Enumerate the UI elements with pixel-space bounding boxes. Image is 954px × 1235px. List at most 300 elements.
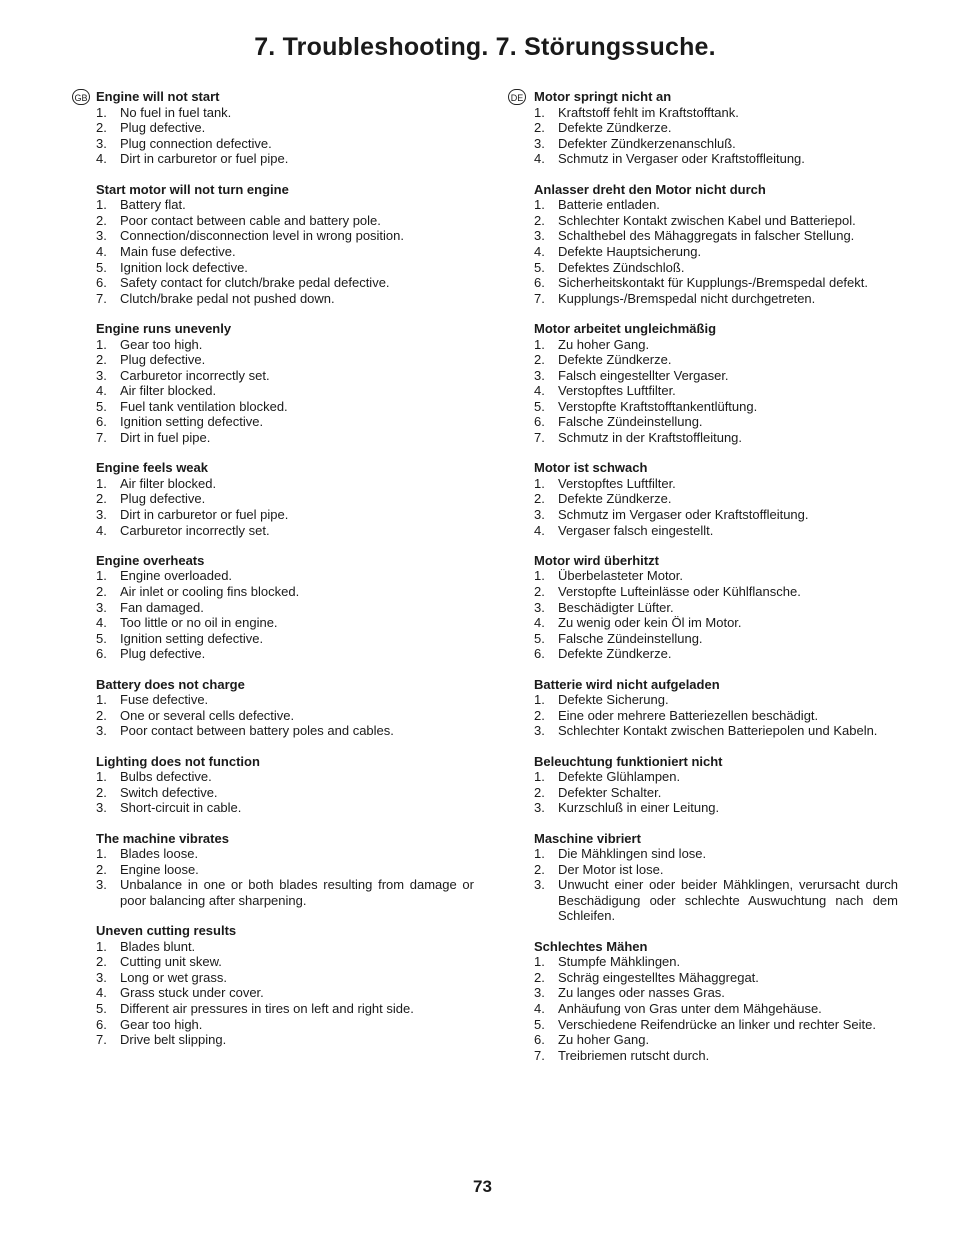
troubleshooting-section <box>96 553 474 662</box>
list-item <box>534 120 898 136</box>
cause-list <box>96 337 474 446</box>
list-item <box>534 275 898 291</box>
item-text: Schmutz in der Kraftstoffleitung. <box>558 430 743 446</box>
item-text: Unwucht einer oder beider Mähklingen, verursacht durch Beschädigung oder schlechte Auswuchtung nach dem Schleifen. <box>558 877 898 924</box>
item-text: Gear too high. <box>120 336 203 352</box>
cause-list <box>534 568 898 662</box>
list-item <box>96 105 474 121</box>
list-item <box>96 600 474 616</box>
list-item <box>96 523 474 539</box>
troubleshooting-section <box>534 553 898 662</box>
item-text: Verstopftes Luftfilter. <box>558 383 676 399</box>
item-number: 1. <box>534 846 545 862</box>
list-item <box>534 723 898 739</box>
item-number: 3. <box>534 507 545 523</box>
item-text: Poor contact between cable and battery pole. <box>120 212 381 228</box>
list-item <box>534 708 898 724</box>
item-text: Defekte Zündkerze. <box>558 120 672 136</box>
item-number: 1. <box>534 475 545 491</box>
item-text: Zu langes oder nasses Gras. <box>558 985 725 1001</box>
cause-list <box>534 769 898 816</box>
list-item <box>96 584 474 600</box>
list-item <box>534 244 898 260</box>
item-number: 2. <box>534 861 545 877</box>
list-item <box>534 769 898 785</box>
troubleshooting-section <box>534 939 898 1064</box>
item-text: Defekte Zündkerze. <box>558 352 672 368</box>
item-number: 2. <box>96 120 107 136</box>
list-item <box>534 1048 898 1064</box>
item-text: Defekte Zündkerze. <box>558 646 672 662</box>
item-number: 4. <box>96 615 107 631</box>
item-number: 4. <box>96 985 107 1001</box>
cause-list <box>534 197 898 306</box>
list-item <box>96 800 474 816</box>
item-number: 2. <box>96 352 107 368</box>
item-text: No fuel in fuel tank. <box>120 104 232 120</box>
item-number: 5. <box>534 1016 545 1032</box>
item-number: 2. <box>96 784 107 800</box>
troubleshooting-section <box>534 460 898 538</box>
item-number: 3. <box>534 877 545 893</box>
list-item <box>96 197 474 213</box>
list-item <box>96 120 474 136</box>
item-number: 4. <box>534 1001 545 1017</box>
item-text: Kraftstoff fehlt im Kraftstofftank. <box>558 104 739 120</box>
list-item <box>96 368 474 384</box>
list-item <box>534 291 898 307</box>
cause-list <box>96 692 474 739</box>
item-text: Different air pressures in tires on left and right side. <box>120 1001 414 1017</box>
item-text: Schmutz in Vergaser oder Kraftstoffleitung. <box>558 151 805 167</box>
list-item <box>534 430 898 446</box>
item-text: Schmutz im Vergaser oder Kraftstoffleitung. <box>558 507 809 523</box>
item-text: Plug defective. <box>120 352 206 368</box>
list-item <box>96 1017 474 1033</box>
item-text: Sicherheitskontakt für Kupplungs-/Bremspedal defekt. <box>558 275 869 291</box>
item-text: One or several cells defective. <box>120 707 295 723</box>
list-item <box>96 769 474 785</box>
item-number: 5. <box>96 259 107 275</box>
list-item <box>534 213 898 229</box>
item-number: 7. <box>534 290 545 306</box>
item-text: Verstopfte Kraftstofftankentlüftung. <box>558 398 758 414</box>
list-item <box>534 136 898 152</box>
list-item <box>96 846 474 862</box>
list-item <box>534 568 898 584</box>
section-title: Motor wird überhitzt <box>534 552 659 568</box>
item-text: Battery flat. <box>120 197 186 213</box>
list-item <box>96 352 474 368</box>
item-number: 2. <box>96 861 107 877</box>
list-item <box>534 151 898 167</box>
item-number: 1. <box>96 938 107 954</box>
item-number: 3. <box>534 599 545 615</box>
cause-list <box>96 105 474 167</box>
item-number: 3. <box>96 367 107 383</box>
item-number: 5. <box>534 630 545 646</box>
item-number: 1. <box>534 954 545 970</box>
list-item <box>96 228 474 244</box>
item-text: Anhäufung von Gras unter dem Mähgehäuse. <box>558 1001 822 1017</box>
item-text: Cutting unit skew. <box>120 954 222 970</box>
item-number: 2. <box>534 969 545 985</box>
item-text: Air inlet or cooling fins blocked. <box>120 584 300 599</box>
cause-list <box>534 105 898 167</box>
item-text: Plug defective. <box>120 120 206 136</box>
item-text: Vergaser falsch eingestellt. <box>558 522 714 538</box>
section-title: Beleuchtung funktioniert nicht <box>534 753 723 769</box>
list-item <box>534 383 898 399</box>
list-item <box>96 692 474 708</box>
item-text: Stumpfe Mähklingen. <box>558 954 681 970</box>
item-text: Too little or no oil in engine. <box>120 615 278 631</box>
list-item <box>534 228 898 244</box>
list-item <box>534 476 898 492</box>
list-item <box>534 368 898 384</box>
section-title: Motor ist schwach <box>534 460 648 476</box>
list-item <box>96 507 474 523</box>
item-text: Kurzschluß in einer Leitung. <box>558 800 720 816</box>
list-item <box>534 985 898 1001</box>
troubleshooting-section <box>534 89 898 167</box>
item-number: 2. <box>534 491 545 507</box>
section-title: Uneven cutting results <box>96 923 237 939</box>
list-item <box>96 985 474 1001</box>
troubleshooting-section <box>534 754 898 816</box>
list-item <box>96 476 474 492</box>
item-number: 6. <box>534 646 545 662</box>
list-item <box>96 615 474 631</box>
item-text: Ignition setting defective. <box>120 630 264 646</box>
item-number: 2. <box>534 584 545 599</box>
item-number: 7. <box>534 430 545 446</box>
item-text: Dirt in carburetor or fuel pipe. <box>120 151 289 167</box>
list-item <box>96 151 474 167</box>
item-text: Clutch/brake pedal not pushed down. <box>120 290 335 306</box>
list-item <box>96 136 474 152</box>
list-item <box>96 491 474 507</box>
list-item <box>534 954 898 970</box>
item-number: 7. <box>96 290 107 306</box>
item-number: 1. <box>534 692 545 708</box>
list-item <box>534 197 898 213</box>
item-number: 5. <box>96 630 107 646</box>
item-text: Beschädigter Lüfter. <box>558 599 674 615</box>
item-number: 5. <box>534 259 545 275</box>
list-item <box>96 337 474 353</box>
item-text: Überbelasteter Motor. <box>558 568 684 584</box>
item-text: Bulbs defective. <box>120 769 212 785</box>
list-item <box>534 352 898 368</box>
list-item <box>96 939 474 955</box>
item-text: Plug defective. <box>120 491 206 507</box>
list-item <box>534 600 898 616</box>
item-text: Gear too high. <box>120 1016 203 1032</box>
item-text: Main fuse defective. <box>120 243 236 259</box>
item-number: 4. <box>534 243 545 259</box>
item-number: 1. <box>96 692 107 708</box>
troubleshooting-section <box>534 182 898 307</box>
list-item <box>96 383 474 399</box>
item-number: 4. <box>96 383 107 399</box>
item-number: 1. <box>96 336 107 352</box>
item-text: Poor contact between battery poles and cables. <box>120 723 394 739</box>
item-number: 3. <box>534 228 545 244</box>
item-text: Defekte Sicherung. <box>558 692 669 708</box>
cause-list <box>534 846 898 924</box>
list-item <box>534 105 898 121</box>
item-number: 1. <box>534 197 545 213</box>
item-text: Plug defective. <box>120 646 206 662</box>
list-item <box>96 631 474 647</box>
list-item <box>534 260 898 276</box>
troubleshooting-section <box>534 831 898 925</box>
item-text: Verstopftes Luftfilter. <box>558 475 676 491</box>
section-title: Start motor will not turn engine <box>96 181 289 197</box>
item-number: 3. <box>96 228 107 244</box>
troubleshooting-section <box>534 677 898 739</box>
item-number: 3. <box>534 723 545 739</box>
item-text: Engine loose. <box>120 861 199 877</box>
list-item <box>534 491 898 507</box>
item-number: 2. <box>534 120 545 136</box>
column-gb <box>96 89 474 1062</box>
list-item <box>96 862 474 878</box>
list-item <box>96 275 474 291</box>
page-title: 7. Troubleshooting. 7. Störungssuche. <box>254 33 716 61</box>
item-text: Falsch eingestellter Vergaser. <box>558 367 729 383</box>
list-item <box>534 862 898 878</box>
list-item <box>534 507 898 523</box>
item-number: 1. <box>96 475 107 491</box>
item-number: 6. <box>534 1032 545 1048</box>
item-number: 1. <box>534 568 545 584</box>
item-text: Verstopfte Lufteinlässe oder Kühlflansche. <box>558 584 801 599</box>
item-number: 2. <box>534 784 545 800</box>
item-text: Schlechter Kontakt zwischen Kabel und Batteriepol. <box>558 212 856 228</box>
section-title: Schlechtes Mähen <box>534 938 648 954</box>
troubleshooting-section <box>96 182 474 307</box>
list-item <box>96 970 474 986</box>
item-text: Plug connection defective. <box>120 135 272 151</box>
section-title: The machine vibrates <box>96 830 229 846</box>
section-title: Lighting does not function <box>96 753 260 769</box>
cause-list <box>96 939 474 1048</box>
list-item <box>96 399 474 415</box>
item-text: Ignition setting defective. <box>120 414 264 430</box>
troubleshooting-section <box>96 321 474 446</box>
list-item <box>534 785 898 801</box>
item-text: Connection/disconnection level in wrong position. <box>120 228 405 244</box>
list-item <box>96 1032 474 1048</box>
item-number: 2. <box>96 584 107 599</box>
item-text: Carburetor incorrectly set. <box>120 367 270 383</box>
list-item <box>534 1017 898 1033</box>
item-number: 2. <box>96 954 107 970</box>
item-number: 4. <box>534 615 545 631</box>
column-de <box>534 89 898 1078</box>
list-item <box>96 430 474 446</box>
item-text: Safety contact for clutch/brake pedal defective. <box>120 275 390 291</box>
item-text: Long or wet grass. <box>120 969 227 985</box>
item-number: 3. <box>96 135 107 151</box>
item-number: 7. <box>96 1032 107 1048</box>
item-text: Unbalance in one or both blades resulting from damage or poor balancing after sharpening. <box>120 877 474 908</box>
list-item <box>96 260 474 276</box>
section-title: Engine overheats <box>96 552 205 568</box>
item-text: Kupplungs-/Bremspedal nicht durchgetreten. <box>558 290 816 306</box>
item-text: Short-circuit in cable. <box>120 800 242 816</box>
list-item <box>534 414 898 430</box>
item-number: 4. <box>534 151 545 167</box>
item-number: 3. <box>534 985 545 1001</box>
language-badge-de: DE <box>508 89 526 105</box>
list-item <box>96 954 474 970</box>
item-number: 5. <box>96 1001 107 1017</box>
item-text: Schlechter Kontakt zwischen Batteriepolen und Kabeln. <box>558 723 878 739</box>
section-title: Anlasser dreht den Motor nicht durch <box>534 181 766 197</box>
troubleshooting-section <box>534 321 898 446</box>
section-title: Batterie wird nicht aufgeladen <box>534 676 720 692</box>
list-item <box>96 646 474 662</box>
cause-list <box>534 692 898 739</box>
item-text: Fuel tank ventilation blocked. <box>120 398 288 414</box>
troubleshooting-section <box>96 677 474 739</box>
item-text: Zu hoher Gang. <box>558 336 650 352</box>
list-item <box>534 692 898 708</box>
list-item <box>534 800 898 816</box>
item-number: 3. <box>534 800 545 816</box>
list-item <box>534 846 898 862</box>
item-number: 1. <box>96 104 107 120</box>
item-text: Verschiedene Reifendrücke an linker und rechter Seite. <box>558 1016 876 1032</box>
item-number: 5. <box>534 398 545 414</box>
item-number: 6. <box>96 1016 107 1032</box>
list-item <box>534 877 898 924</box>
list-item <box>534 615 898 631</box>
list-item <box>534 584 898 600</box>
section-title: Engine will not start <box>96 89 220 104</box>
item-number: 1. <box>96 197 107 213</box>
item-number: 3. <box>96 599 107 615</box>
language-badge-gb: GB <box>72 89 90 105</box>
list-item <box>96 1001 474 1017</box>
item-text: Air filter blocked. <box>120 383 217 399</box>
item-text: Defektes Zündschloß. <box>558 259 685 275</box>
item-number: 3. <box>96 507 107 523</box>
item-text: Eine oder mehrere Batteriezellen beschädigt. <box>558 707 819 723</box>
item-number: 2. <box>96 491 107 507</box>
item-text: Schalthebel des Mähaggregats in falscher Stellung. <box>558 228 855 244</box>
item-text: Defekte Hauptsicherung. <box>558 243 702 259</box>
item-number: 6. <box>534 414 545 430</box>
item-text: Batterie entladen. <box>558 197 660 213</box>
list-item <box>96 414 474 430</box>
item-number: 4. <box>96 522 107 538</box>
item-number: 3. <box>96 969 107 985</box>
item-number: 3. <box>534 367 545 383</box>
item-number: 3. <box>96 800 107 816</box>
item-number: 4. <box>534 383 545 399</box>
item-text: Fan damaged. <box>120 599 204 615</box>
page-number: 73 <box>473 1177 492 1196</box>
item-number: 4. <box>534 522 545 538</box>
cause-list <box>96 568 474 662</box>
section-title: Engine feels weak <box>96 460 208 476</box>
item-number: 2. <box>96 707 107 723</box>
section-title: Maschine vibriert <box>534 830 641 846</box>
item-text: Defekter Zündkerzenanschluß. <box>558 135 736 151</box>
cause-list <box>534 337 898 446</box>
item-number: 2. <box>96 212 107 228</box>
item-text: Defekter Schalter. <box>558 784 662 800</box>
troubleshooting-section <box>96 460 474 538</box>
item-text: Falsche Zündeinstellung. <box>558 414 703 430</box>
section-title: Motor springt nicht an <box>534 89 672 104</box>
item-text: Die Mähklingen sind lose. <box>558 846 707 862</box>
item-text: Defekte Glühlampen. <box>558 769 681 785</box>
item-text: Air filter blocked. <box>120 475 217 491</box>
item-number: 6. <box>534 275 545 291</box>
cause-list <box>96 197 474 306</box>
item-text: Dirt in carburetor or fuel pipe. <box>120 507 289 523</box>
item-number: 7. <box>96 430 107 446</box>
list-item <box>534 1032 898 1048</box>
item-text: Grass stuck under cover. <box>120 985 264 1001</box>
list-item <box>96 568 474 584</box>
item-number: 3. <box>96 877 107 893</box>
list-item <box>96 291 474 307</box>
item-number: 7. <box>534 1047 545 1063</box>
list-item <box>96 708 474 724</box>
item-number: 3. <box>534 135 545 151</box>
list-item <box>534 1001 898 1017</box>
item-text: Switch defective. <box>120 784 218 800</box>
item-text: Fuse defective. <box>120 692 209 708</box>
item-text: Zu hoher Gang. <box>558 1032 650 1048</box>
item-number: 6. <box>96 646 107 662</box>
item-text: Zu wenig oder kein Öl im Motor. <box>558 615 742 631</box>
item-number: 1. <box>534 769 545 785</box>
cause-list <box>96 769 474 816</box>
list-item <box>534 523 898 539</box>
list-item <box>96 785 474 801</box>
cause-list <box>534 476 898 538</box>
item-number: 1. <box>96 568 107 584</box>
item-number: 6. <box>96 275 107 291</box>
troubleshooting-section <box>96 89 474 167</box>
item-number: 1. <box>96 846 107 862</box>
list-item <box>534 970 898 986</box>
section-title: Engine runs unevenly <box>96 320 232 336</box>
item-text: Falsche Zündeinstellung. <box>558 630 703 646</box>
item-text: Engine overloaded. <box>120 568 233 584</box>
item-number: 2. <box>534 707 545 723</box>
list-item <box>96 244 474 260</box>
item-text: Schräg eingestelltes Mähaggregat. <box>558 969 759 985</box>
list-item <box>534 337 898 353</box>
list-item <box>534 646 898 662</box>
item-number: 6. <box>96 414 107 430</box>
cause-list <box>96 476 474 538</box>
item-text: Treibriemen rutscht durch. <box>558 1047 710 1063</box>
item-number: 4. <box>96 151 107 167</box>
item-number: 5. <box>96 398 107 414</box>
item-text: Der Motor ist lose. <box>558 861 664 877</box>
list-item <box>96 723 474 739</box>
section-title: Battery does not charge <box>96 676 245 692</box>
